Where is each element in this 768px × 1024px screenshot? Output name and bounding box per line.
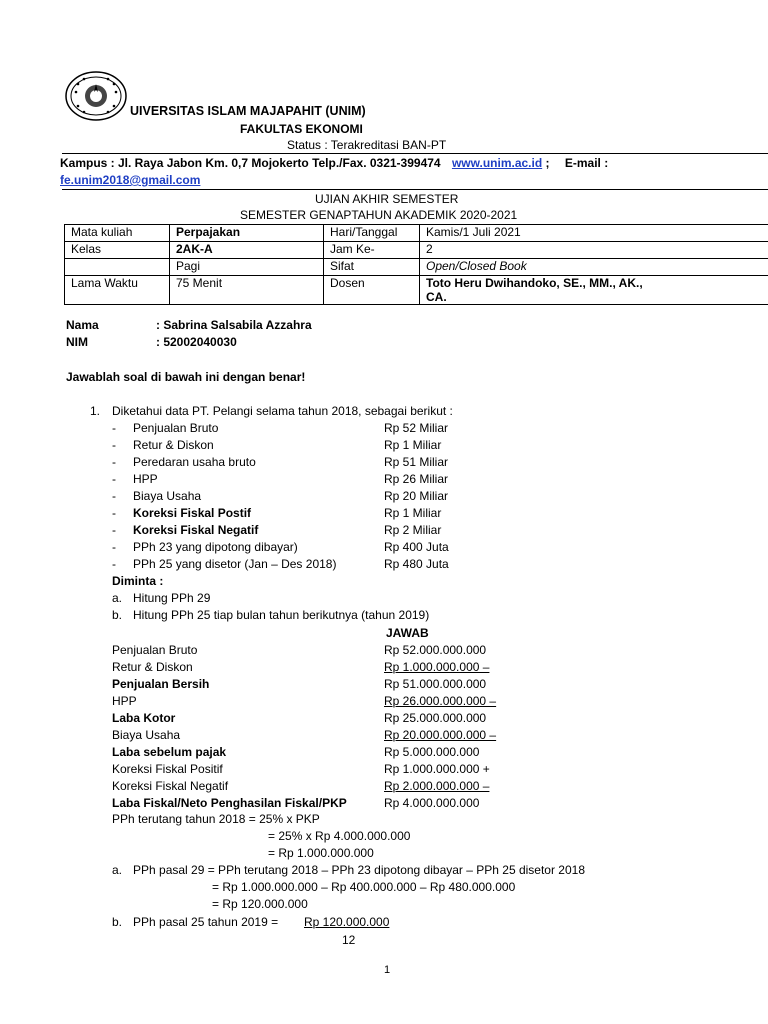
- list-item-label: Koreksi Fiskal Negatif: [133, 523, 259, 537]
- answer-line-label: Koreksi Fiskal Negatif: [112, 779, 229, 793]
- answer-a-line-3: = Rp 120.000.000: [212, 897, 308, 911]
- answer-line-label: Laba Kotor: [112, 711, 176, 725]
- pph-line-2: = 25% x Rp 4.000.000.000: [268, 829, 411, 843]
- table-row: [65, 276, 768, 305]
- list-item-value: Rp 20 Miliar: [384, 489, 449, 503]
- table-cell: Perpajakan: [170, 225, 324, 242]
- list-item-value: Rp 2 Miliar: [384, 523, 442, 537]
- list-bullet: -: [112, 421, 116, 435]
- header-rule-bottom: [62, 189, 768, 190]
- diminta-label: Diminta :: [112, 574, 164, 588]
- list-item-value: Rp 400 Juta: [384, 540, 449, 554]
- list-item-value: Rp 26 Miliar: [384, 472, 449, 486]
- answer-a-letter: a.: [112, 863, 123, 877]
- faculty-name: FAKULTAS EKONOMI: [240, 122, 363, 136]
- header-rule-top: [62, 153, 768, 154]
- list-item-label: Retur & Diskon: [133, 438, 214, 452]
- list-item-label: PPh 23 yang dipotong dibayar): [133, 540, 298, 554]
- lecturer-name-cont: CA.: [426, 290, 447, 304]
- answer-line-label: Laba Fiskal/Neto Penghasilan Fiskal/PKP: [112, 796, 347, 810]
- task-a-text: Hitung PPh 29: [133, 591, 211, 605]
- table-cell: Kamis/1 Juli 2021: [420, 225, 768, 242]
- pph-line-1: PPh terutang tahun 2018 = 25% x PKP: [112, 812, 320, 826]
- email-link[interactable]: fe.unim2018@gmail.com: [60, 173, 201, 187]
- table-cell: Mata kuliah: [65, 225, 170, 242]
- campus-address: Kampus : Jl. Raya Jabon Km. 0,7 Mojokerto Telp./Fax. 0321-399474: [60, 156, 441, 170]
- table-cell: [420, 276, 768, 305]
- answer-heading: JAWAB: [386, 626, 429, 640]
- list-item-label: Biaya Usaha: [133, 489, 202, 503]
- answer-line-value: Rp 26.000.000.000 –: [384, 694, 497, 708]
- list-item-label: Peredaran usaha bruto: [133, 455, 256, 469]
- table-cell: 75 Menit: [170, 276, 324, 305]
- answer-line-value: Rp 5.000.000.000: [384, 745, 480, 759]
- list-bullet: -: [112, 523, 116, 537]
- exam-title: UJIAN AKHIR SEMESTER: [315, 192, 459, 206]
- answer-line-value: Rp 51.000.000.000: [384, 677, 487, 691]
- answer-b-value: Rp 120.000.000: [304, 915, 390, 929]
- answer-a-line-2: = Rp 1.000.000.000 – Rp 400.000.000 – Rp 480.000.000: [212, 880, 516, 894]
- table-cell: Dosen: [324, 276, 420, 305]
- list-item-value: Rp 480 Juta: [384, 557, 449, 571]
- answer-line-value: Rp 20.000.000.000 –: [384, 728, 497, 742]
- email-label: E-mail :: [564, 156, 609, 170]
- answer-line-value: Rp 1.000.000.000 +: [384, 762, 490, 776]
- answer-line-value: Rp 52.000.000.000: [384, 643, 487, 657]
- table-cell: Jam Ke-: [324, 242, 420, 259]
- task-b-letter: b.: [112, 608, 123, 622]
- answer-b-letter: b.: [112, 915, 123, 929]
- list-bullet: -: [112, 557, 116, 571]
- list-bullet: -: [112, 540, 116, 554]
- list-bullet: -: [112, 489, 116, 503]
- address-separator: ;: [545, 156, 550, 170]
- list-bullet: -: [112, 438, 116, 452]
- table-cell: [65, 259, 170, 276]
- university-logo: [64, 70, 128, 122]
- nim-value: : 52002040030: [156, 335, 237, 349]
- question-text: Diketahui data PT. Pelangi selama tahun 2018, sebagai berikut :: [112, 404, 453, 418]
- table-row: [65, 259, 768, 276]
- exam-info-table: [64, 224, 768, 305]
- list-item-value: Rp 51 Miliar: [384, 455, 449, 469]
- website-link[interactable]: www.unim.ac.id: [451, 156, 543, 170]
- list-item-label: Koreksi Fiskal Postif: [133, 506, 252, 520]
- list-item-label: HPP: [133, 472, 158, 486]
- page-number: 1: [384, 964, 391, 976]
- table-cell: Hari/Tanggal: [324, 225, 420, 242]
- pph-line-3: = Rp 1.000.000.000: [268, 846, 374, 860]
- answer-line-label: Penjualan Bersih: [112, 677, 210, 691]
- table-cell: Open/Closed Book: [420, 259, 768, 276]
- table-cell: 2AK-A: [170, 242, 324, 259]
- table-cell: Pagi: [170, 259, 324, 276]
- accreditation-status: Status : Terakreditasi BAN-PT: [287, 138, 447, 152]
- answer-line-label: Retur & Diskon: [112, 660, 193, 674]
- answer-line-value: Rp 4.000.000.000: [384, 796, 480, 810]
- list-bullet: -: [112, 472, 116, 486]
- table-cell: 2: [420, 242, 768, 259]
- answer-a-line-1: PPh pasal 29 = PPh terutang 2018 – PPh 23 dipotong dibayar – PPh 25 disetor 2018: [133, 863, 585, 877]
- answer-line-label: Laba sebelum pajak: [112, 745, 227, 759]
- name-value: : Sabrina Salsabila Azzahra: [156, 318, 312, 332]
- answer-line-value: Rp 25.000.000.000: [384, 711, 487, 725]
- lecturer-name: Toto Heru Dwihandoko, SE., MM., AK.,: [426, 276, 643, 290]
- table-cell: Kelas: [65, 242, 170, 259]
- address-line: [60, 156, 608, 170]
- answer-line-value: Rp 2.000.000.000 –: [384, 779, 490, 793]
- list-item-value: Rp 1 Miliar: [384, 438, 442, 452]
- list-item-value: Rp 52 Miliar: [384, 421, 449, 435]
- question-number: 1.: [90, 404, 101, 418]
- answer-b-divisor: 12: [342, 933, 356, 947]
- list-item-label: PPh 25 yang disetor (Jan – Des 2018): [133, 557, 337, 571]
- answer-line-label: Koreksi Fiskal Positif: [112, 762, 223, 776]
- answer-b-label: PPh pasal 25 tahun 2019 =: [133, 915, 279, 929]
- instruction: Jawablah soal di bawah ini dengan benar!: [66, 370, 306, 384]
- nim-label: NIM: [66, 335, 88, 349]
- answer-line-label: Biaya Usaha: [112, 728, 181, 742]
- answer-line-value: Rp 1.000.000.000 –: [384, 660, 490, 674]
- list-bullet: -: [112, 506, 116, 520]
- answer-line-label: HPP: [112, 694, 137, 708]
- exam-subtitle: SEMESTER GENAPTAHUN AKADEMIK 2020-2021: [240, 208, 518, 222]
- task-a-letter: a.: [112, 591, 123, 605]
- task-b-text: Hitung PPh 25 tiap bulan tahun berikutnya (tahun 2019): [133, 608, 430, 622]
- table-cell: Lama Waktu: [65, 276, 170, 305]
- table-cell: Sifat: [324, 259, 420, 276]
- name-label: Nama: [66, 318, 99, 332]
- table-row: [65, 225, 768, 242]
- list-item-label: Penjualan Bruto: [133, 421, 219, 435]
- university-name: UIVERSITAS ISLAM MAJAPAHIT (UNIM): [130, 104, 366, 118]
- answer-line-label: Penjualan Bruto: [112, 643, 198, 657]
- list-bullet: -: [112, 455, 116, 469]
- list-item-value: Rp 1 Miliar: [384, 506, 442, 520]
- table-row: [65, 242, 768, 259]
